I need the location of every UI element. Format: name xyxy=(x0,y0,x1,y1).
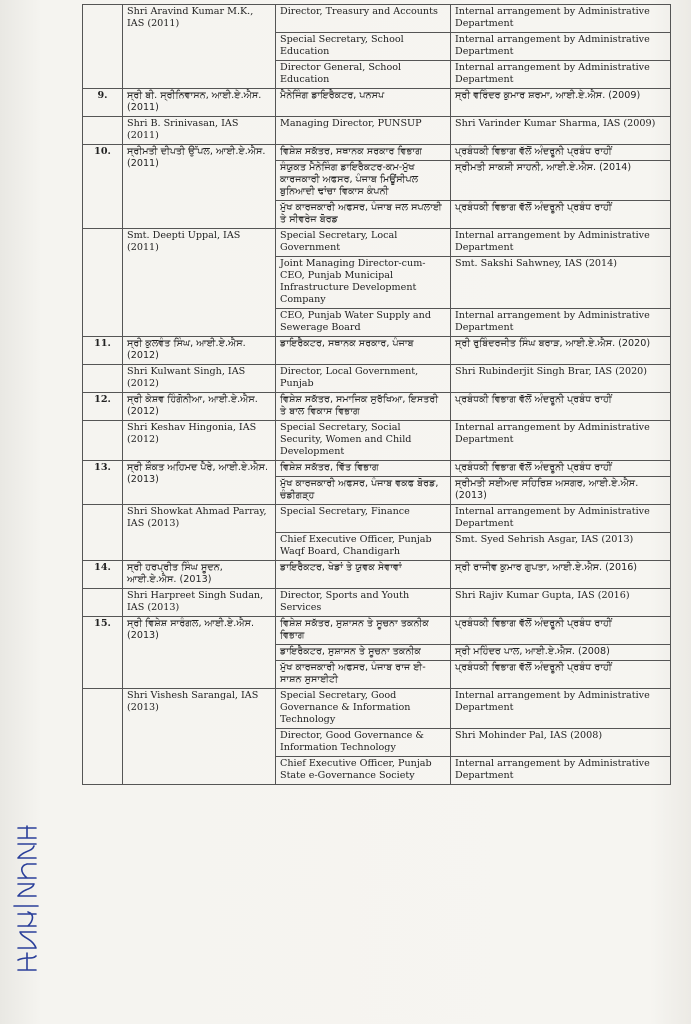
serial-number xyxy=(83,229,123,337)
handwritten-signature xyxy=(6,788,46,978)
posting: ਮੁੱਖ ਕਾਰਜਕਾਰੀ ਅਫਸਰ, ਪੰਜਾਬ ਜਲ ਸਪਲਾਈ ਤੇ ਸੀਵਰੇਜ ਬੋਰਡ xyxy=(276,201,451,229)
officer-name: ਸ੍ਰੀ ਕੁਲਵੰਤ ਸਿੰਘ, ਆਈ.ਏ.ਐਸ. (2012) xyxy=(123,337,276,365)
serial-number xyxy=(83,505,123,561)
table-row xyxy=(83,89,671,117)
table-body xyxy=(83,5,671,785)
posting: Chief Executive Officer, Punjab Waqf Board, Chandigarh xyxy=(276,533,451,561)
replacement: ਪ੍ਰਬੰਧਕੀ ਵਿਭਾਗ ਵੱਲੋਂ ਅੰਦਰੂਨੀ ਪ੍ਰਬੰਧ ਰਾਹੀਂ xyxy=(451,393,671,421)
replacement: Internal arrangement by Administrative Department xyxy=(451,757,671,785)
replacement: Internal arrangement by Administrative Department xyxy=(451,229,671,257)
posting: Special Secretary, Social Security, Women and Child Development xyxy=(276,421,451,461)
replacement: ਸ੍ਰੀਮਤੀ ਸਈਅਦ ਸਹਿਰਿਸ਼ ਅਸਗਰ, ਆਈ.ਏ.ਐਸ. (2013) xyxy=(451,477,671,505)
replacement: ਪ੍ਰਬੰਧਕੀ ਵਿਭਾਗ ਵੱਲੋਂ ਅੰਦਰੂਨੀ ਪ੍ਰਬੰਧ ਰਾਹੀਂ xyxy=(451,145,671,161)
posting: ਮੁੱਖ ਕਾਰਜਕਾਰੀ ਅਫਸਰ, ਪੰਜਾਬ ਵਕਫ ਬੋਰਡ, ਚੰਡੀਗੜ੍ਹ xyxy=(276,477,451,505)
posting: Special Secretary, Good Governance & Information Technology xyxy=(276,689,451,729)
table-row xyxy=(83,461,671,477)
table-row xyxy=(83,117,671,145)
posting: ਡਾਇਰੈਕਟਰ, ਸੁਸ਼ਾਸਨ ਤੇ ਸੂਚਨਾ ਤਕਨੀਕ xyxy=(276,645,451,661)
officer-name: Smt. Deepti Uppal, IAS (2011) xyxy=(123,229,276,337)
officer-name: Shri Showkat Ahmad Parray, IAS (2013) xyxy=(123,505,276,561)
serial-number: 15. xyxy=(83,617,123,689)
posting: ਮੈਨੇਜਿੰਗ ਡਾਇਰੈਕਟਰ, ਪਨਸਪ xyxy=(276,89,451,117)
replacement: Smt. Syed Sehrish Asgar, IAS (2013) xyxy=(451,533,671,561)
officer-name: Shri Vishesh Sarangal, IAS (2013) xyxy=(123,689,276,785)
replacement: Shri Mohinder Pal, IAS (2008) xyxy=(451,729,671,757)
table-row xyxy=(83,365,671,393)
table-row xyxy=(83,561,671,589)
table-row xyxy=(83,337,671,365)
replacement: ਸ੍ਰੀਮਤੀ ਸਾਕਸ਼ੀ ਸਾਹਨੀ, ਆਈ.ਏ.ਐਸ. (2014) xyxy=(451,161,671,201)
posting: ਵਿਸ਼ੇਸ਼ ਸਕੱਤਰ, ਸਥਾਨਕ ਸਰਕਾਰ ਵਿਭਾਗ xyxy=(276,145,451,161)
posting: ਡਾਇਰੈਕਟਰ, ਸਥਾਨਕ ਸਰਕਾਰ, ਪੰਜਾਬ xyxy=(276,337,451,365)
serial-number: 10. xyxy=(83,145,123,229)
posting: Director General, School Education xyxy=(276,61,451,89)
replacement: ਸ੍ਰੀ ਰੁਬਿੰਦਰਜੀਤ ਸਿੰਘ ਬਰਾੜ, ਆਈ.ਏ.ਐਸ. (2020) xyxy=(451,337,671,365)
serial-number: 12. xyxy=(83,393,123,421)
serial-number: 9. xyxy=(83,89,123,117)
posting: ਸੰਯੁਕਤ ਮੈਨੇਜਿੰਗ ਡਾਇਰੈਕਟਰ-ਕਮ-ਮੁੱਖ ਕਾਰਜਕਾਰੀ ਅਫਸਰ, ਪੰਜਾਬ ਮਿਊਂਸੀਪਲ ਬੁਨਿਆਦੀ ਢਾਂਚਾ ਵਿਕਾਸ ਕੰਪਨੀ xyxy=(276,161,451,201)
replacement: ਪ੍ਰਬੰਧਕੀ ਵਿਭਾਗ ਵੱਲੋਂ ਅੰਦਰੂਨੀ ਪ੍ਰਬੰਧ ਰਾਹੀਂ xyxy=(451,201,671,229)
officer-name: Shri Keshav Hingonia, IAS (2012) xyxy=(123,421,276,461)
posting: Special Secretary, Finance xyxy=(276,505,451,533)
replacement: ਪ੍ਰਬੰਧਕੀ ਵਿਭਾਗ ਵੱਲੋਂ ਅੰਦਰੂਨੀ ਪ੍ਰਬੰਧ ਰਾਹੀਂ xyxy=(451,461,671,477)
replacement: ਪ੍ਰਬੰਧਕੀ ਵਿਭਾਗ ਵੱਲੋਂ ਅੰਦਰੂਨੀ ਪ੍ਰਬੰਧ ਰਾਹੀਂ xyxy=(451,617,671,645)
table-row xyxy=(83,229,671,257)
serial-number: 11. xyxy=(83,337,123,365)
officer-name: Shri Aravind Kumar M.K., IAS (2011) xyxy=(123,5,276,89)
officer-name: Shri Harpreet Singh Sudan, IAS (2013) xyxy=(123,589,276,617)
table-row xyxy=(83,505,671,533)
table-row xyxy=(83,5,671,33)
posting: Managing Director, PUNSUP xyxy=(276,117,451,145)
posting: ਮੁੱਖ ਕਾਰਜਕਾਰੀ ਅਫਸਰ, ਪੰਜਾਬ ਰਾਜ ਈ-ਸਾਸ਼ਨ ਸੁਸਾਈਟੀ xyxy=(276,661,451,689)
replacement: Smt. Sakshi Sahwney, IAS (2014) xyxy=(451,257,671,309)
replacement: Internal arrangement by Administrative Department xyxy=(451,5,671,33)
serial-number xyxy=(83,589,123,617)
serial-number xyxy=(83,689,123,785)
replacement: ਪ੍ਰਬੰਧਕੀ ਵਿਭਾਗ ਵੱਲੋਂ ਅੰਦਰੂਨੀ ਪ੍ਰਬੰਧ ਰਾਹੀਂ xyxy=(451,661,671,689)
officer-name: ਸ੍ਰੀ ਵਿਸ਼ੇਸ਼ ਸਾਰੰਗਲ, ਆਈ.ਏ.ਐਸ. (2013) xyxy=(123,617,276,689)
serial-number xyxy=(83,421,123,461)
serial-number xyxy=(83,365,123,393)
serial-number xyxy=(83,117,123,145)
transfer-orders-table xyxy=(82,4,671,785)
officer-name: ਸ੍ਰੀ ਬੀ. ਸ੍ਰੀਨਿਵਾਸਨ, ਆਈ.ਏ.ਐਸ. (2011) xyxy=(123,89,276,117)
posting: Director, Treasury and Accounts xyxy=(276,5,451,33)
replacement: Internal arrangement by Administrative Department xyxy=(451,421,671,461)
posting: Chief Executive Officer, Punjab State e-Governance Society xyxy=(276,757,451,785)
replacement: Internal arrangement by Administrative Department xyxy=(451,689,671,729)
serial-number xyxy=(83,5,123,89)
replacement: Shri Rajiv Kumar Gupta, IAS (2016) xyxy=(451,589,671,617)
table-row xyxy=(83,689,671,729)
posting: Director, Sports and Youth Services xyxy=(276,589,451,617)
posting: Special Secretary, Local Government xyxy=(276,229,451,257)
posting: ਵਿਸ਼ੇਸ਼ ਸਕੱਤਰ, ਵਿੱਤ ਵਿਭਾਗ xyxy=(276,461,451,477)
replacement: Internal arrangement by Administrative Department xyxy=(451,33,671,61)
replacement: Internal arrangement by Administrative Department xyxy=(451,505,671,533)
table-row xyxy=(83,421,671,461)
serial-number: 13. xyxy=(83,461,123,505)
officer-name: Shri Kulwant Singh, IAS (2012) xyxy=(123,365,276,393)
posting: Director, Good Governance & Information Technology xyxy=(276,729,451,757)
posting: CEO, Punjab Water Supply and Sewerage Board xyxy=(276,309,451,337)
posting: Joint Managing Director-cum-CEO, Punjab Municipal Infrastructure Development Company xyxy=(276,257,451,309)
table-row xyxy=(83,145,671,161)
posting: Special Secretary, School Education xyxy=(276,33,451,61)
serial-number: 14. xyxy=(83,561,123,589)
replacement: Internal arrangement by Administrative Department xyxy=(451,61,671,89)
replacement: Shri Rubinderjit Singh Brar, IAS (2020) xyxy=(451,365,671,393)
table-row xyxy=(83,617,671,645)
replacement: ਸ੍ਰੀ ਰਾਜੀਵ ਕੁਮਾਰ ਗੁਪਤਾ, ਆਈ.ਏ.ਐਸ. (2016) xyxy=(451,561,671,589)
officer-name: ਸ੍ਰੀ ਕੇਸ਼ਵ ਹਿੰਗੋਨੀਆ, ਆਈ.ਏ.ਐਸ. (2012) xyxy=(123,393,276,421)
replacement: ਸ੍ਰੀ ਮਹਿੰਦਰ ਪਾਲ, ਆਈ.ਏ.ਐਸ. (2008) xyxy=(451,645,671,661)
officer-name: ਸ੍ਰੀ ਹਰਪ੍ਰੀਤ ਸਿੰਘ ਸੂਦਨ, ਆਈ.ਏ.ਐਸ. (2013) xyxy=(123,561,276,589)
officer-name: Shri B. Srinivasan, IAS (2011) xyxy=(123,117,276,145)
table-row xyxy=(83,589,671,617)
officer-name: ਸ੍ਰੀ ਸ਼ੌਕਤ ਅਹਿਮਦ ਪੈਰੇ, ਆਈ.ਏ.ਐਸ. (2013) xyxy=(123,461,276,505)
table-row xyxy=(83,393,671,421)
officer-name: ਸ੍ਰੀਮਤੀ ਦੀਪਤੀ ਉੱਪਲ, ਆਈ.ਏ.ਐਸ. (2011) xyxy=(123,145,276,229)
posting: ਡਾਇਰੈਕਟਰ, ਖੇਡਾਂ ਤੇ ਯੁਵਕ ਸੇਵਾਵਾਂ xyxy=(276,561,451,589)
replacement: Shri Varinder Kumar Sharma, IAS (2009) xyxy=(451,117,671,145)
posting: ਵਿਸ਼ੇਸ਼ ਸਕੱਤਰ, ਸੁਸ਼ਾਸਨ ਤੇ ਸੂਚਨਾ ਤਕਨੀਕ ਵਿਭਾਗ xyxy=(276,617,451,645)
replacement: Internal arrangement by Administrative Department xyxy=(451,309,671,337)
posting: Director, Local Government, Punjab xyxy=(276,365,451,393)
replacement: ਸ੍ਰੀ ਵਰਿੰਦਰ ਕੁਮਾਰ ਸ਼ਰਮਾ, ਆਈ.ਏ.ਐਸ. (2009) xyxy=(451,89,671,117)
posting: ਵਿਸ਼ੇਸ਼ ਸਕੱਤਰ, ਸਮਾਜਿਕ ਸੁਰੱਖਿਆ, ਇਸਤਰੀ ਤੇ ਬਾਲ ਵਿਕਾਸ ਵਿਭਾਗ xyxy=(276,393,451,421)
